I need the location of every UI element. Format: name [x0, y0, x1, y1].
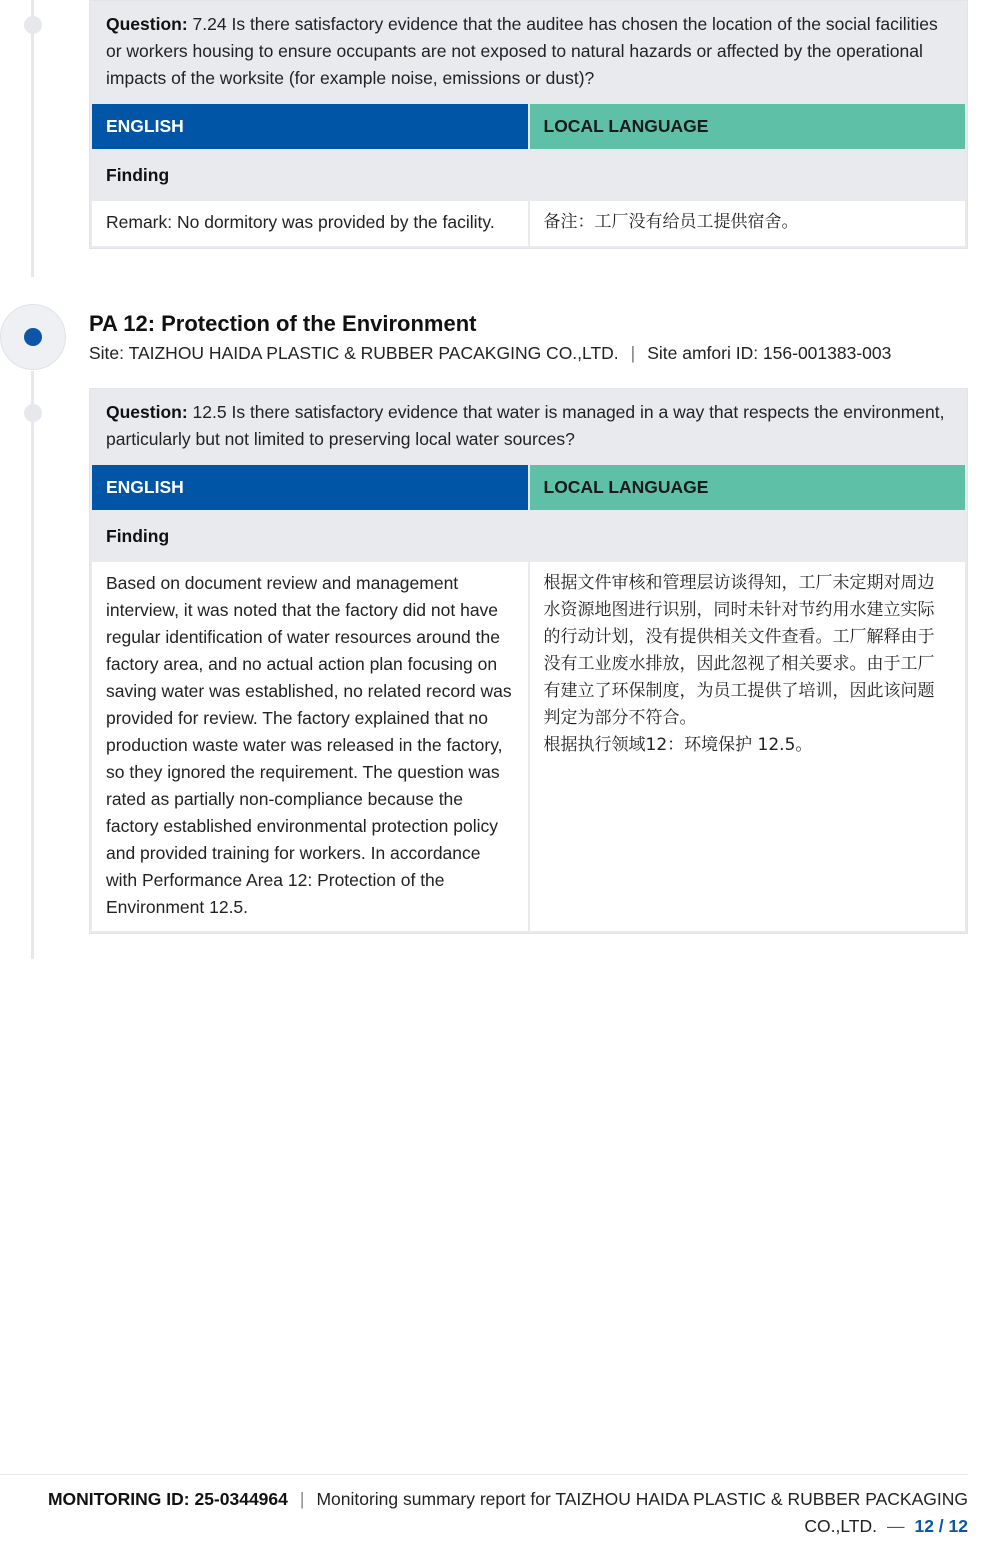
footer-divider [0, 1474, 968, 1475]
timeline-dot [24, 404, 42, 422]
question-card-12-5 [89, 388, 968, 934]
monitoring-id: MONITORING ID: 25-0344964 [47, 1489, 288, 1509]
finding-local: 备注：工厂没有给员工提供宿舍。 [530, 201, 966, 246]
section-title: PA 12: Protection of the Environment [89, 311, 477, 336]
column-header-english: ENGLISH [92, 104, 528, 149]
page-number: 12 / 12 [914, 1516, 968, 1536]
question-text [90, 1, 967, 104]
footer-dash: — [886, 1516, 905, 1536]
section-marker-dot [24, 328, 42, 346]
report-summary: Monitoring summary report for TAIZHOU HAIDA PLASTIC & RUBBER PACKAGING CO.,LTD. [316, 1489, 968, 1536]
column-header-local-language: LOCAL LANGUAGE [530, 104, 966, 149]
timeline-line-bottom [31, 371, 34, 959]
page-footer [8, 1486, 968, 1540]
question-label: Question: [106, 402, 188, 422]
finding-label: Finding [106, 165, 170, 185]
footer-separator: | [299, 1489, 305, 1509]
question-label: Question: [106, 14, 188, 34]
finding-local: 根据文件审核和管理层访谈得知，工厂未定期对周边水资源地图进行识别，同时未针对节约用水建立实际的行动计划，没有提供相关文件查看。工厂解释由于没有工业废水排放，因此忽视了相关要求。由于工厂有建立了环保制度，为员工提供了培训，因此该问题判定为部分不符合。 根据执行领域12：环境保护 12.5。 [530, 562, 966, 931]
timeline-dot [24, 16, 42, 34]
section-marker [0, 304, 66, 370]
timeline-line-top [31, 0, 34, 277]
finding-row [90, 562, 967, 933]
finding-english: Based on document review and management interview, it was noted that the factory did not have regular identification of water resources around the factory area, and no actual action plan focusing on saving water was established, no related record was provided for review. The factory explained that no production waste water was released in the factory, so they ignored the requirement. The question was rated as partially non-compliance because the factory established environmental protection policy and provided training for workers. In accordance with Performance Area 12: Protection of the Environment 12.5. [92, 562, 528, 931]
column-header-local-language: LOCAL LANGUAGE [530, 465, 966, 510]
site-info [89, 343, 891, 364]
question-body: 7.24 Is there satisfactory evidence that the auditee has chosen the location of the social facilities or workers housing to ensure occupants are not exposed to natural hazards or affected by the operational impacts of the worksite (for example noise, emissions or dust)? [106, 14, 938, 88]
question-body: 12.5 Is there satisfactory evidence that water is managed in a way that respects the environment, particularly but not limited to preserving local water sources? [106, 402, 945, 449]
language-header-row [90, 104, 967, 149]
site-name: Site: TAIZHOU HAIDA PLASTIC & RUBBER PACAKGING CO.,LTD. [89, 343, 619, 363]
finding-english: Remark: No dormitory was provided by the facility. [92, 201, 528, 246]
column-header-english: ENGLISH [92, 465, 528, 510]
site-separator: | [630, 343, 636, 363]
question-text [90, 389, 967, 465]
finding-label: Finding [106, 526, 170, 546]
site-amfori-id: Site amfori ID: 156-001383-003 [647, 343, 892, 363]
language-header-row [90, 465, 967, 510]
question-card-7-24 [89, 0, 968, 249]
finding-row [90, 201, 967, 248]
